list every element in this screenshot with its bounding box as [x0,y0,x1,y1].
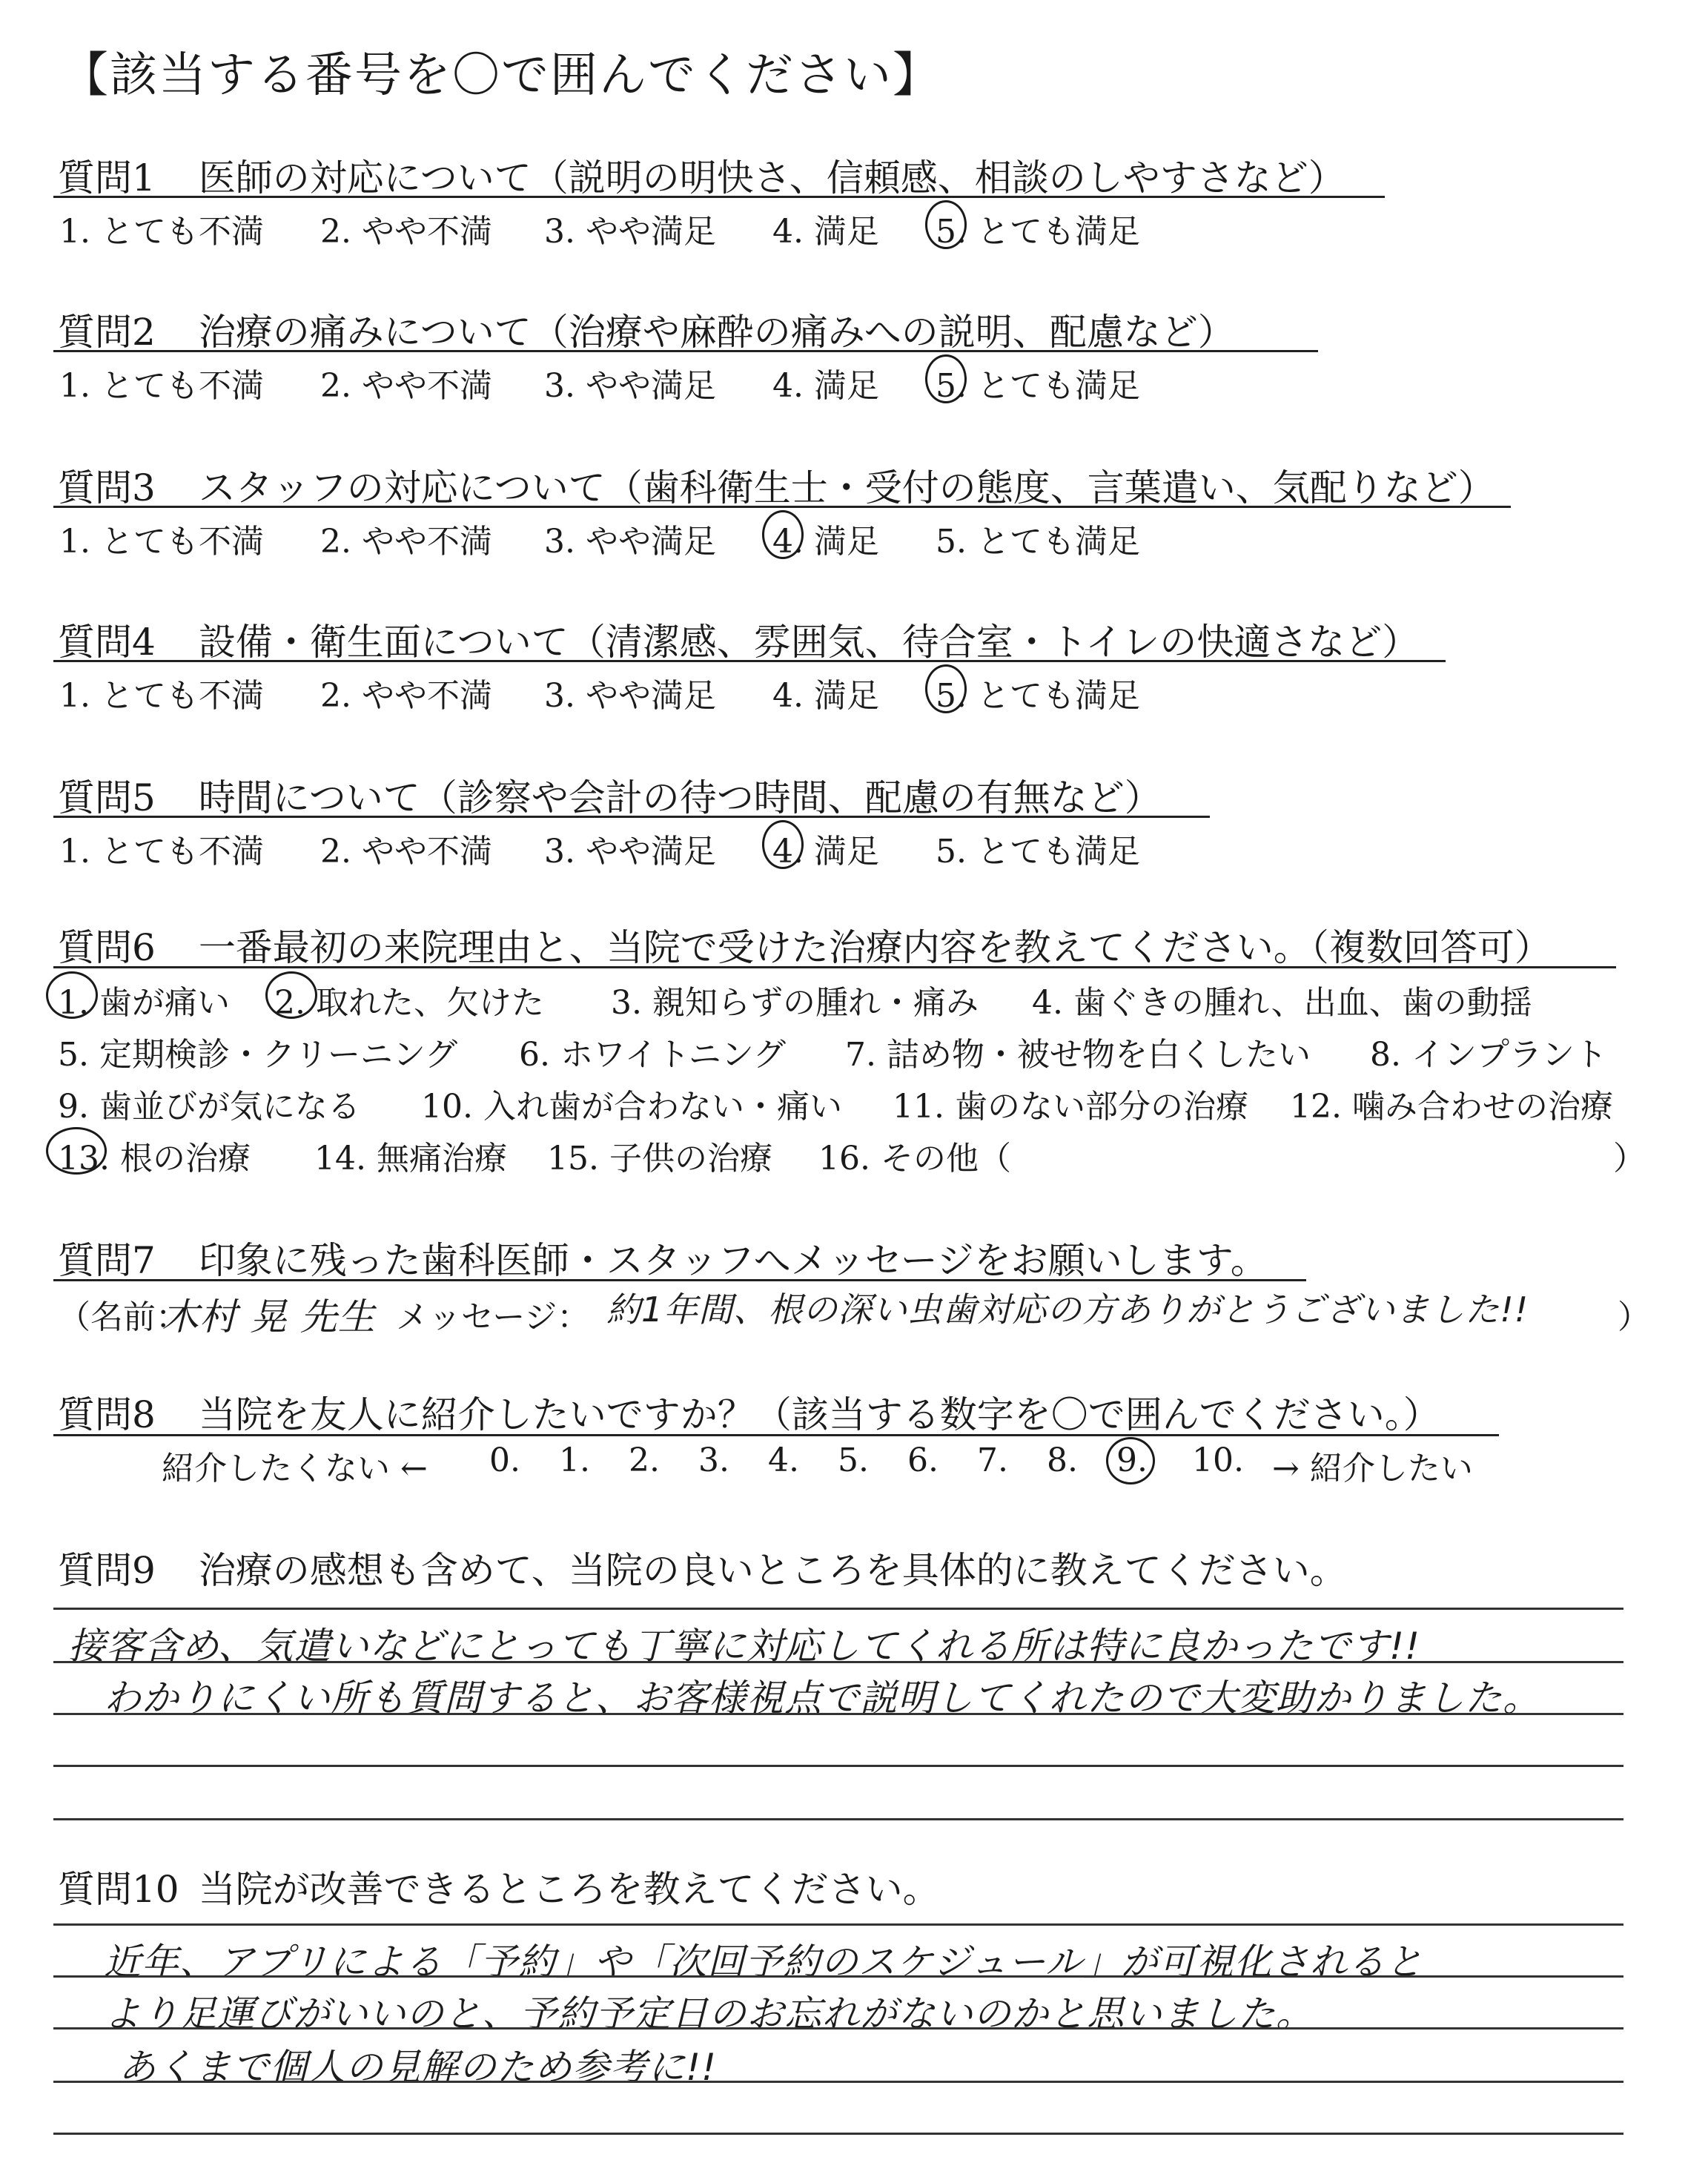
q5-option-1[interactable]: 1. とても不満 [59,833,264,871]
q10-rule-2 [53,1975,1623,1978]
q9-answer-line-1: 接客含め、気遣いなどにとっても丁寧に対応してくれる所は特に良かったです!! [68,1625,1421,1668]
q3-option-5[interactable]: 5. とても満足 [936,523,1140,561]
q4-option-2[interactable]: 2. やや不満 [320,677,492,715]
q10-text: 当院が改善できるところを教えてください。 [198,1868,940,1911]
q10-rule-4 [53,2081,1623,2083]
q1-label: 質問1 [58,156,156,199]
q6-option[interactable]: 1. 歯が痛い [58,984,230,1022]
q6-option[interactable]: 9. 歯並びが気になる [58,1088,360,1126]
q8-left-label: 紹介したくない ← [162,1450,428,1487]
q1-option-4[interactable]: 4. 満足 [772,213,879,251]
q1-option-5[interactable]: 5. とても満足 [936,213,1140,251]
q5-option-2[interactable]: 2. やや不満 [320,833,492,871]
q10-header [58,1860,940,1913]
q8-scale-8[interactable]: 8. [1047,1441,1078,1479]
q5-option-5[interactable]: 5. とても満足 [936,833,1140,871]
q2-option-3[interactable]: 3. やや満足 [544,367,716,405]
q8-scale-9[interactable]: 9. [1116,1441,1148,1479]
q8-scale-3[interactable]: 3. [698,1441,729,1479]
q10-rule-3 [53,2027,1623,2029]
q2-option-4[interactable]: 4. 満足 [772,367,879,405]
q7-header [58,1231,1268,1284]
q7-name-label: （名前： [58,1298,188,1336]
q4-underline [53,660,1446,662]
q8-right-label: → 紹介したい [1272,1450,1473,1487]
q9-rule-2 [53,1661,1623,1663]
q6-option[interactable]: 3. 親知らずの腫れ・痛み [611,984,979,1022]
q9-answer-line-2: わかりにくい所も質問すると、お客様視点で説明してくれたので大変助かりました。 [104,1677,1540,1720]
q2-option-1[interactable]: 1. とても不満 [59,367,264,405]
q3-selection-circle [762,510,804,559]
page-title: 【該当する番号を〇で囲んでください】 [61,48,941,103]
q5-underline [53,816,1210,818]
q5-selection-circle [762,820,804,869]
q4-text: 設備・衛生面について（清潔感、雰囲気、待合室・トイレの快適さなど） [198,621,1420,664]
q8-text: 当院を友人に紹介したいですか？（該当する数字を〇で囲んでください。） [198,1393,1440,1436]
q2-underline [53,350,1318,352]
q6-option[interactable]: 13. 根の治療 [58,1140,251,1178]
q4-option-5[interactable]: 5. とても満足 [936,677,1140,715]
q6-header [58,918,1552,971]
q3-label: 質問3 [58,466,156,509]
q10-answer-line-2: より足運びがいいのと、予約予定日のお忘れがないのかと思いました。 [104,1992,1314,2035]
q10-answer-line-3: あくまで個人の見解のため参考に!! [119,2046,718,2089]
q3-text: スタッフの対応について（歯科衛生士・受付の態度、言葉遣い、気配りなど） [198,466,1495,509]
q7-underline [53,1279,1306,1281]
q4-option-1[interactable]: 1. とても不満 [59,677,264,715]
q9-label: 質問9 [58,1549,156,1592]
q4-option-3[interactable]: 3. やや満足 [544,677,716,715]
q8-scale-4[interactable]: 4. [768,1441,799,1479]
q4-selection-circle [925,664,967,713]
q1-selection-circle [925,200,967,249]
q10-rule-5 [53,2133,1623,2135]
q1-text: 医師の対応について（説明の明快さ、信頼感、相談のしやすさなど） [198,156,1345,199]
q6-label: 質問6 [58,926,156,969]
q9-rule-4 [53,1765,1623,1767]
q8-scale-5[interactable]: 5. [838,1441,869,1479]
q8-label: 質問8 [58,1393,156,1436]
q9-text: 治療の感想も含めて、当院の良いところを具体的に教えてください。 [198,1549,1347,1592]
q3-option-1[interactable]: 1. とても不満 [59,523,264,561]
q2-text: 治療の痛みについて（治療や麻酔の痛みへの説明、配慮など） [198,311,1235,354]
q2-option-5[interactable]: 5. とても満足 [936,367,1140,405]
q5-option-4[interactable]: 4. 満足 [772,833,879,871]
q6-option[interactable]: 12. 噛み合わせの治療 [1290,1088,1613,1126]
q3-option-4[interactable]: 4. 満足 [772,523,879,561]
q7-text: 印象に残った歯科医師・スタッフへメッセージをお願いします。 [198,1239,1268,1282]
q4-label: 質問4 [58,621,156,664]
q1-option-3[interactable]: 3. やや満足 [544,213,716,251]
q6-option[interactable]: 11. 歯のない部分の治療 [893,1088,1248,1126]
q7-message-label: メッセージ： [396,1298,590,1336]
q6-option[interactable]: 5. 定期検診・クリーニング [58,1036,458,1074]
q5-text: 時間について（診察や会計の待つ時間、配慮の有無など） [198,776,1162,819]
q10-answer-line-1: 近年、アプリによる「予約」や「次回予約のスケジュール」が可視化されると [104,1941,1423,1984]
q2-selection-circle [925,354,967,403]
q10-rule-1 [53,1923,1623,1926]
q6-option[interactable]: 4. 歯ぐきの腫れ、出血、歯の動揺 [1032,984,1532,1022]
q6-selection-circle [265,971,317,1019]
q6-option[interactable]: 2. 取れた、欠けた [274,984,544,1022]
q9-rule-1 [53,1608,1623,1610]
q6-underline [53,966,1616,968]
q4-option-4[interactable]: 4. 満足 [772,677,879,715]
q8-selection-circle [1106,1437,1155,1484]
q2-option-2[interactable]: 2. やや不満 [320,367,492,405]
q7-close-paren: ） [1618,1298,1650,1336]
q6-selection-circle [46,1127,107,1175]
q8-scale-6[interactable]: 6. [907,1441,939,1479]
q5-header [58,768,1162,822]
q8-scale-10[interactable]: 10. [1192,1441,1244,1479]
q3-option-3[interactable]: 3. やや満足 [544,523,716,561]
q3-underline [53,506,1511,508]
q8-underline [53,1434,1499,1436]
q2-header [58,303,1235,356]
q5-label: 質問5 [58,776,156,819]
q6-option[interactable]: 16. その他（ [818,1140,1011,1178]
q3-header [58,458,1495,512]
q6-option[interactable]: 10. 入れ歯が合わない・痛い [421,1088,842,1126]
q8-scale-0[interactable]: 0. [489,1441,520,1479]
q1-underline [53,196,1385,198]
q1-header [58,148,1345,202]
q6-text: 一番最初の来院理由と、当院で受けた治療内容を教えてください。（複数回答可） [198,926,1552,969]
q3-option-2[interactable]: 2. やや不満 [320,523,492,561]
q1-option-2[interactable]: 2. やや不満 [320,213,492,251]
q8-scale-7[interactable]: 7. [977,1441,1008,1479]
q7-name-value: 木村 晃 先生 [162,1295,376,1338]
q6-option[interactable]: 8. インプラント [1370,1036,1607,1074]
q8-scale-1[interactable]: 1. [559,1441,590,1479]
q1-option-1[interactable]: 1. とても不満 [59,213,264,251]
q6-option[interactable]: 15. 子供の治療 [547,1140,772,1178]
q9-rule-3 [53,1713,1623,1715]
q6-option[interactable]: 7. 詰め物・被せ物を白くしたい [845,1036,1311,1074]
q10-label: 質問10 [58,1868,179,1911]
q7-message-value: 約1年間、根の深い虫歯対応の方ありがとうございました!! [606,1289,1529,1330]
q6-selection-circle [46,971,98,1019]
q6-option[interactable]: ） [1613,1140,1646,1178]
q6-option[interactable]: 6. ホワイトニング [519,1036,787,1074]
q8-scale-2[interactable]: 2. [629,1441,660,1479]
q7-label: 質問7 [58,1239,156,1282]
q8-header [58,1385,1440,1439]
q9-rule-5 [53,1818,1623,1820]
q4-header [58,612,1419,666]
q9-header [58,1541,1347,1594]
q5-option-3[interactable]: 3. やや満足 [544,833,716,871]
q2-label: 質問2 [58,311,156,354]
q6-option[interactable]: 14. 無痛治療 [314,1140,507,1178]
